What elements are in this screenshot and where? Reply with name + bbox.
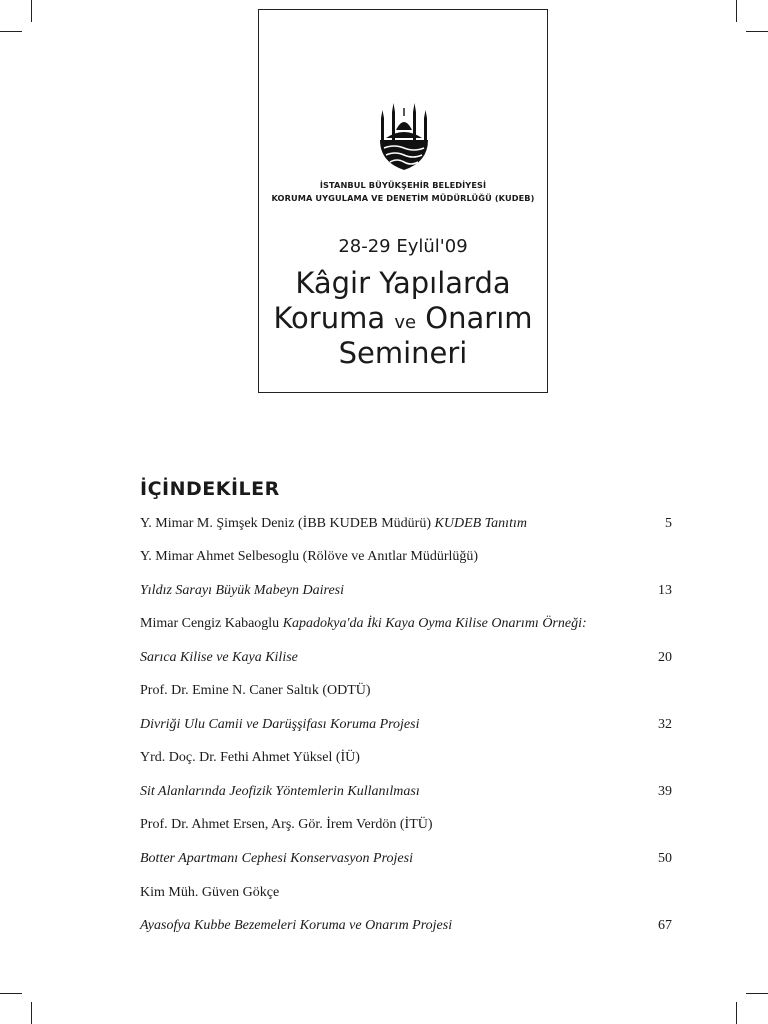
toc-row [140, 715, 672, 735]
crop-mark [736, 0, 737, 22]
toc-page: 50 [658, 851, 672, 866]
crop-mark [736, 1002, 737, 1024]
toc-author: Yrd. Doç. Dr. Fethi Ahmet Yüksel (İÜ) [140, 750, 360, 765]
org-name: İSTANBUL BÜYÜKŞEHİR BELEDİYESİ [319, 180, 487, 190]
toc-heading: İÇİNDEKİLER [140, 478, 280, 500]
toc-row [140, 748, 672, 768]
crop-mark [31, 1002, 32, 1024]
ibb-logo-icon [374, 100, 434, 172]
toc-title: Sarıca Kilise ve Kaya Kilise [140, 650, 298, 665]
toc-row [140, 547, 672, 567]
toc-row [140, 514, 672, 534]
org-department: KORUMA UYGULAMA VE DENETİM MÜDÜRLÜĞÜ (KUDEB) [271, 193, 535, 203]
toc-title: Sit Alanlarında Jeofizik Yöntemlerin Kullanılması [140, 784, 420, 799]
crop-mark [31, 0, 32, 22]
title-word-ve: ve [394, 312, 417, 333]
crop-mark [0, 31, 22, 32]
toc-title: Ayasofya Kubbe Bezemeleri Koruma ve Onarım Projesi [140, 918, 453, 933]
cover-box [258, 9, 548, 393]
toc-author: Prof. Dr. Ahmet Ersen, Arş. Gör. İrem Verdön (İTÜ) [140, 817, 433, 832]
toc-row [140, 782, 672, 802]
toc-row [140, 581, 672, 601]
title-word-onarim: Onarım [425, 301, 533, 335]
toc-author: Y. Mimar M. Şimşek Deniz (İBB KUDEB Müdürü) [140, 516, 432, 531]
crop-mark [0, 993, 22, 994]
toc-author: Kim Müh. Güven Gökçe [140, 885, 280, 900]
toc-row [140, 614, 672, 634]
toc-row [140, 648, 672, 668]
toc-author: Y. Mimar Ahmet Selbesoglu (Rölöve ve Anıtlar Müdürlüğü) [140, 549, 479, 564]
toc-author: Mimar Cengiz Kabaoglu [140, 616, 280, 631]
seminar-date: 28-29 Eylül'09 [338, 236, 468, 257]
seminar-title-line1: Kâgir Yapılarda [295, 266, 511, 300]
toc-page: 39 [658, 784, 672, 799]
crop-mark [746, 31, 768, 32]
seminar-title-line2 [259, 301, 547, 340]
seminar-title-line3: Semineri [338, 336, 468, 370]
toc-row [140, 916, 672, 936]
toc-author: Prof. Dr. Emine N. Caner Saltık (ODTÜ) [140, 683, 371, 698]
toc-title: Botter Apartmanı Cephesi Konservasyon Projesi [140, 851, 413, 866]
toc-title: Divriği Ulu Camii ve Darüşşifası Koruma Projesi [140, 717, 420, 732]
title-word-koruma: Koruma [273, 301, 386, 335]
toc-title: KUDEB Tanıtım [434, 516, 527, 531]
toc-page: 5 [665, 516, 672, 531]
toc-page: 32 [658, 717, 672, 732]
toc-row [140, 815, 672, 835]
toc-page: 67 [658, 918, 672, 933]
toc-row [140, 681, 672, 701]
crop-mark [746, 993, 768, 994]
toc-title: Kapadokya'da İki Kaya Oyma Kilise Onarımı Örneği: [282, 616, 587, 631]
toc-row [140, 849, 672, 869]
toc-page: 13 [658, 583, 672, 598]
toc-row [140, 883, 672, 903]
toc-title: Yıldız Sarayı Büyük Mabeyn Dairesi [140, 583, 345, 598]
toc-page: 20 [658, 650, 672, 665]
